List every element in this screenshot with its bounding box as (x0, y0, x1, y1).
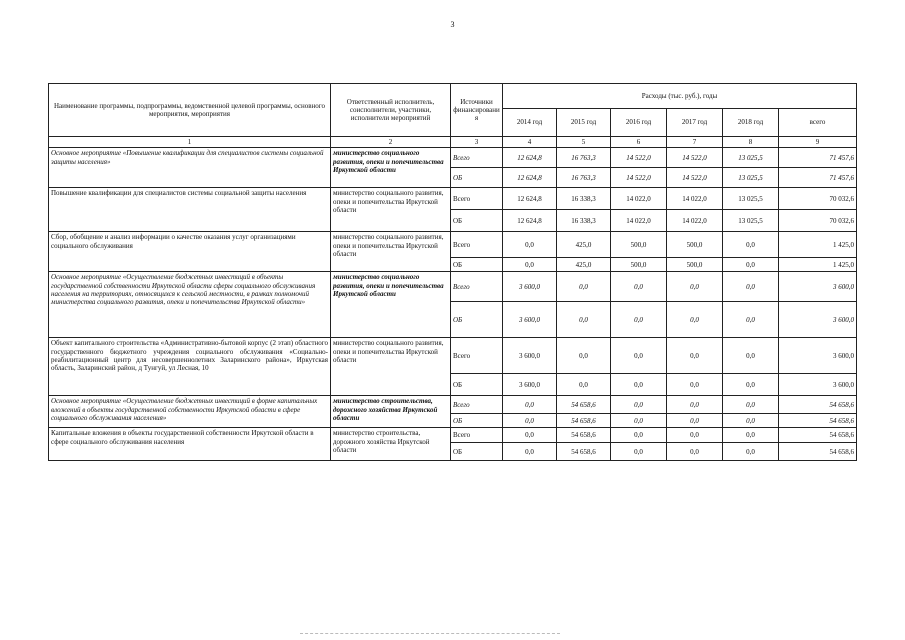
header-year: 2017 год (667, 109, 723, 137)
amount-cell: 425,0 (557, 258, 611, 272)
column-number: 1 (49, 137, 331, 148)
amount-cell: 0,0 (503, 258, 557, 272)
column-number: 3 (451, 137, 503, 148)
amount-cell: 0,0 (611, 396, 667, 414)
amount-cell: 0,0 (611, 338, 667, 374)
amount-cell: 0,0 (723, 232, 779, 258)
table-row (49, 338, 857, 374)
amount-cell: 425,0 (557, 232, 611, 258)
amount-cell: 500,0 (667, 258, 723, 272)
total-cell: 71 457,6 (779, 168, 857, 188)
funding-source-cell: ОБ (451, 414, 503, 428)
total-cell: 70 032,6 (779, 188, 857, 210)
total-cell: 70 032,6 (779, 210, 857, 232)
table-row (49, 232, 857, 258)
amount-cell: 0,0 (611, 414, 667, 428)
amount-cell: 14 022,0 (667, 188, 723, 210)
total-cell: 54 658,6 (779, 428, 857, 443)
funding-source-cell: ОБ (451, 374, 503, 396)
total-cell: 1 425,0 (779, 232, 857, 258)
funding-source-cell: Всего (451, 188, 503, 210)
main-activity-name: Основное мероприятие «Осуществление бюджетных инвестиций в форме капитальных вложений в объекты государственной собственности Иркутской области в сфере социального обслуживания населения» (49, 396, 331, 428)
amount-cell: 0,0 (611, 374, 667, 396)
column-number: 9 (779, 137, 857, 148)
amount-cell: 0,0 (503, 232, 557, 258)
funding-source-cell: ОБ (451, 168, 503, 188)
amount-cell: 12 624,8 (503, 148, 557, 168)
total-cell: 3 600,0 (779, 272, 857, 302)
amount-cell: 13 025,5 (723, 148, 779, 168)
funding-source-cell: ОБ (451, 210, 503, 232)
table-row (49, 188, 857, 210)
funding-source-cell: Всего (451, 396, 503, 414)
column-number: 5 (557, 137, 611, 148)
table-body (49, 148, 857, 461)
executor-cell: министерство социального развития, опеки и попечительства Иркутской области (331, 232, 451, 272)
amount-cell: 0,0 (723, 414, 779, 428)
header-executor: Ответственный исполнитель, соисполнители, участники, исполнители мероприятий (331, 84, 451, 137)
executor-cell: министерство социального развития, опеки и попечительства Иркутской области (331, 338, 451, 396)
header-expenses: Расходы (тыс. руб.), годы (503, 84, 857, 109)
funding-source-cell: ОБ (451, 258, 503, 272)
table-row (49, 272, 857, 302)
total-cell: 1 425,0 (779, 258, 857, 272)
amount-cell: 0,0 (723, 338, 779, 374)
column-number: 6 (611, 137, 667, 148)
column-number: 8 (723, 137, 779, 148)
amount-cell: 0,0 (723, 428, 779, 443)
amount-cell: 0,0 (611, 443, 667, 461)
amount-cell: 500,0 (611, 232, 667, 258)
header-year: 2015 год (557, 109, 611, 137)
executor-cell: министерство социального развития, опеки и попечительства Иркутской области (331, 188, 451, 232)
amount-cell: 0,0 (611, 302, 667, 338)
total-cell: 54 658,6 (779, 443, 857, 461)
amount-cell: 0,0 (557, 302, 611, 338)
total-cell: 3 600,0 (779, 302, 857, 338)
header-year: 2018 год (723, 109, 779, 137)
amount-cell: 0,0 (723, 258, 779, 272)
total-cell: 71 457,6 (779, 148, 857, 168)
table-row (49, 396, 857, 414)
amount-cell: 0,0 (723, 374, 779, 396)
amount-cell: 0,0 (667, 414, 723, 428)
amount-cell: 0,0 (667, 272, 723, 302)
amount-cell: 3 600,0 (503, 302, 557, 338)
funding-source-cell: ОБ (451, 302, 503, 338)
amount-cell: 3 600,0 (503, 374, 557, 396)
table-row (49, 428, 857, 443)
amount-cell: 54 658,6 (557, 396, 611, 414)
amount-cell: 0,0 (667, 302, 723, 338)
funding-source-cell: Всего (451, 338, 503, 374)
header-source: Источники финансировани я (451, 84, 503, 137)
amount-cell: 0,0 (503, 443, 557, 461)
amount-cell: 0,0 (723, 272, 779, 302)
column-number: 2 (331, 137, 451, 148)
table-row (49, 148, 857, 168)
amount-cell: 0,0 (723, 302, 779, 338)
amount-cell: 13 025,5 (723, 210, 779, 232)
amount-cell: 0,0 (611, 428, 667, 443)
amount-cell: 54 658,6 (557, 428, 611, 443)
funding-source-cell: Всего (451, 428, 503, 443)
activity-name: Повышение квалификации для специалистов системы социальной защиты населения (49, 188, 331, 232)
amount-cell: 0,0 (667, 396, 723, 414)
amount-cell: 0,0 (557, 374, 611, 396)
column-number: 4 (503, 137, 557, 148)
header-total: всего (779, 109, 857, 137)
amount-cell: 14 022,0 (611, 210, 667, 232)
funding-source-cell: Всего (451, 232, 503, 258)
amount-cell: 0,0 (723, 396, 779, 414)
amount-cell: 13 025,5 (723, 168, 779, 188)
amount-cell: 3 600,0 (503, 338, 557, 374)
amount-cell: 0,0 (503, 428, 557, 443)
page-number: 3 (450, 20, 455, 29)
amount-cell: 16 763,3 (557, 148, 611, 168)
amount-cell: 16 338,3 (557, 188, 611, 210)
expenses-table (48, 83, 857, 461)
main-activity-name: Основное мероприятие «Осуществление бюджетных инвестиций в объекты государственной собственности Иркутской области сферы социального обслуживания населения на территориях, относящихся к сельской местности, в рамках полномочий министерства социального развития, опеки и попечительства Иркутской области» (49, 272, 331, 338)
amount-cell: 12 624,8 (503, 210, 557, 232)
amount-cell: 14 522,0 (667, 168, 723, 188)
total-cell: 54 658,6 (779, 396, 857, 414)
executor-cell: министерство социального развития, опеки и попечительства Иркутской области (331, 272, 451, 338)
amount-cell: 0,0 (557, 272, 611, 302)
main-activity-name: Основное мероприятие «Повышение квалификации для специалистов системы социальной защиты населения» (49, 148, 331, 188)
amount-cell: 16 763,3 (557, 168, 611, 188)
header-year: 2016 год (611, 109, 667, 137)
executor-cell: министерство социального развития, опеки и попечительства Иркутской области (331, 148, 451, 188)
funding-source-cell: Всего (451, 148, 503, 168)
amount-cell: 0,0 (503, 396, 557, 414)
amount-cell: 16 338,3 (557, 210, 611, 232)
header-name: Наименование программы, подпрограммы, ведомственной целевой программы, основного мероприятия, мероприятия (49, 84, 331, 137)
amount-cell: 14 522,0 (667, 148, 723, 168)
total-cell: 54 658,6 (779, 414, 857, 428)
amount-cell: 14 522,0 (611, 148, 667, 168)
executor-cell: министерство строительства, дорожного хозяйства Иркутской области (331, 396, 451, 428)
amount-cell: 0,0 (667, 428, 723, 443)
amount-cell: 14 022,0 (667, 210, 723, 232)
column-number: 7 (667, 137, 723, 148)
amount-cell: 0,0 (667, 338, 723, 374)
executor-cell: министерство строительства, дорожного хозяйства Иркутской области (331, 428, 451, 461)
amount-cell: 12 624,8 (503, 168, 557, 188)
amount-cell: 13 025,5 (723, 188, 779, 210)
amount-cell: 0,0 (667, 374, 723, 396)
amount-cell: 12 624,8 (503, 188, 557, 210)
amount-cell: 3 600,0 (503, 272, 557, 302)
header-year: 2014 год (503, 109, 557, 137)
funding-source-cell: ОБ (451, 443, 503, 461)
amount-cell: 500,0 (667, 232, 723, 258)
activity-name: Сбор, обобщение и анализ информации о качестве оказания услуг организациями социального обслуживания (49, 232, 331, 272)
amount-cell: 0,0 (611, 272, 667, 302)
amount-cell: 14 522,0 (611, 168, 667, 188)
amount-cell: 500,0 (611, 258, 667, 272)
scan-artifact (300, 633, 560, 635)
activity-name: Капитальные вложения в объекты государственной собственности Иркутской области в сфере социального обслуживания населения (49, 428, 331, 461)
amount-cell: 0,0 (557, 338, 611, 374)
amount-cell: 0,0 (503, 414, 557, 428)
funding-source-cell: Всего (451, 272, 503, 302)
amount-cell: 54 658,6 (557, 414, 611, 428)
amount-cell: 0,0 (723, 443, 779, 461)
amount-cell: 14 022,0 (611, 188, 667, 210)
total-cell: 3 600,0 (779, 338, 857, 374)
total-cell: 3 600,0 (779, 374, 857, 396)
amount-cell: 0,0 (667, 443, 723, 461)
activity-name: Объект капитального строительства «Административно-бытовой корпус (2 этап) областного государственного бюджетного учреждения социального обслуживания «Социально-реабилитационный центр для несовершеннолетних Заларинского района», Иркутская область, Заларинский район, д Тунгуй, ул Лесная, 10 (49, 338, 331, 396)
amount-cell: 54 658,6 (557, 443, 611, 461)
